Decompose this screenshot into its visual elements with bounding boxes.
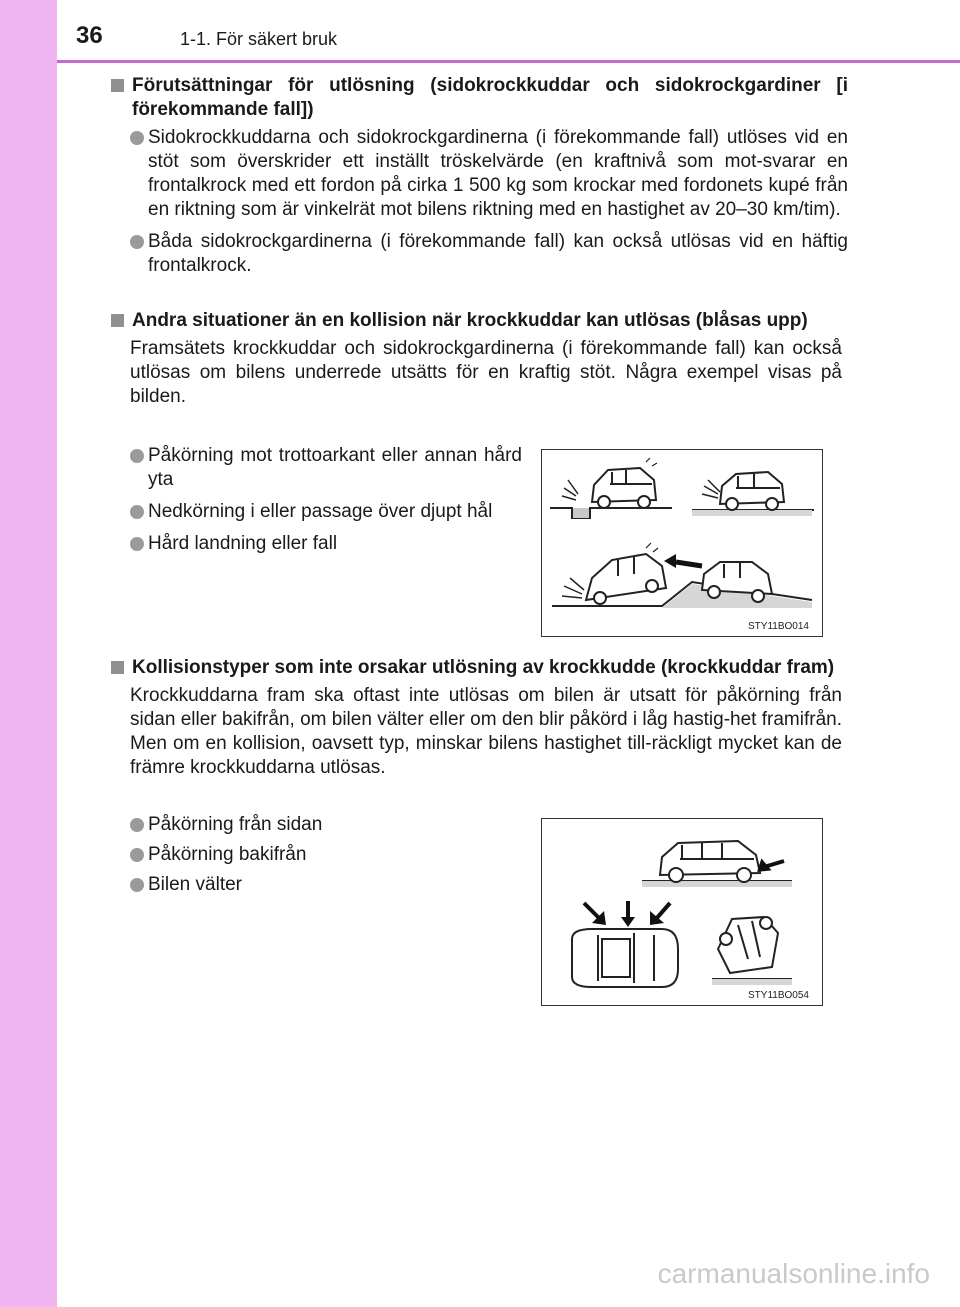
list-item: [130, 873, 510, 897]
round-bullet-icon: [130, 131, 144, 145]
figure-undercarriage-impacts: [541, 449, 823, 637]
list-item: [130, 230, 848, 278]
header-rule: [57, 60, 960, 63]
list-item: [130, 126, 848, 222]
section-deployment-conditions: [108, 74, 848, 278]
section-other-situations: [108, 309, 848, 409]
page-number: 36: [76, 22, 103, 49]
list-item: [130, 500, 522, 524]
list-item-text: Hård landning eller fall: [148, 533, 338, 554]
list-item-text: Påkörning mot trottoarkant eller annan hård yta: [148, 445, 522, 490]
round-bullet-icon: [130, 505, 144, 519]
list-item-text: Påkörning bakifrån: [148, 844, 307, 865]
list-item-text: Bilen välter: [148, 874, 242, 895]
list-item: [130, 532, 522, 556]
list-item-text: Båda sidokrockgardinerna (i förekommande fall) kan också utlösas vid en häftig frontalkrock.: [148, 231, 848, 276]
heading-text: Förutsättningar för utlösning (sidokrockkuddar och sidokrockgardiner [i förekommande fall]): [132, 75, 848, 120]
heading-text: Kollisionstyper som inte orsakar utlösning av krockkudde (krockkuddar fram): [132, 657, 835, 678]
square-bullet-icon: [111, 79, 124, 92]
page-sidebar-tab: [0, 0, 57, 1307]
heading-text: Andra situationer än en kollision när krockkuddar kan utlösas (blåsas upp): [132, 310, 808, 331]
section-paragraph: Krockkuddarna fram ska oftast inte utlösas om bilen är utsatt för påkörning från sidan eller bakifrån, om bilen välter eller om den blir påkörd i låg hastig-het framifrån. Men om en kollision, oavsett typ, minskar bilens hastighet till-räckligt mycket kan de främre krockkuddarna utlösas.: [130, 685, 842, 778]
round-bullet-icon: [130, 235, 144, 249]
section-title: 1-1. För säkert bruk: [180, 29, 338, 49]
round-bullet-icon: [130, 878, 144, 892]
figure-code: STY11BO054: [748, 990, 809, 1001]
list-item: [130, 813, 510, 837]
round-bullet-icon: [130, 537, 144, 551]
section-heading: [108, 309, 848, 333]
figure-code: STY11BO014: [748, 621, 809, 632]
watermark: carmanualsonline.info: [657, 1258, 930, 1289]
section-no-deployment: [108, 656, 848, 780]
round-bullet-icon: [130, 818, 144, 832]
square-bullet-icon: [111, 314, 124, 327]
list-item: [130, 444, 522, 492]
section-paragraph: Framsätets krockkuddar och sidokrockgardinerna (i förekommande fall) kan också utlösas om bilens underrede utsätts för en kraftig stöt. Några exempel visas på bilden.: [130, 338, 842, 407]
square-bullet-icon: [111, 661, 124, 674]
car-collision-illustration: [542, 819, 822, 1005]
section-heading: [108, 74, 848, 122]
list-item-text: Påkörning från sidan: [148, 814, 323, 835]
round-bullet-icon: [130, 848, 144, 862]
list-item: [130, 843, 510, 867]
car-impact-illustration: [542, 450, 822, 636]
list-item-text: Nedkörning i eller passage över djupt hål: [148, 501, 493, 522]
section-heading: [108, 656, 848, 680]
bullet-list-examples: [130, 444, 522, 556]
round-bullet-icon: [130, 449, 144, 463]
bullet-list-collision-types: [130, 813, 510, 897]
list-item-text: Sidokrockkuddarna och sidokrockgardinerna (i förekommande fall) utlöses vid en stöt som överskrider ett inställt tröskelvärde (en kraftnivå som mot-svarar en frontalkrock med ett fordon på cirka 1 500 kg som krockar med fordonets kupé från en riktning som är vinkelrät mot bilens riktning med en hastighet av 20–30 km/tim).: [148, 127, 848, 220]
figure-collision-types: [541, 818, 823, 1006]
